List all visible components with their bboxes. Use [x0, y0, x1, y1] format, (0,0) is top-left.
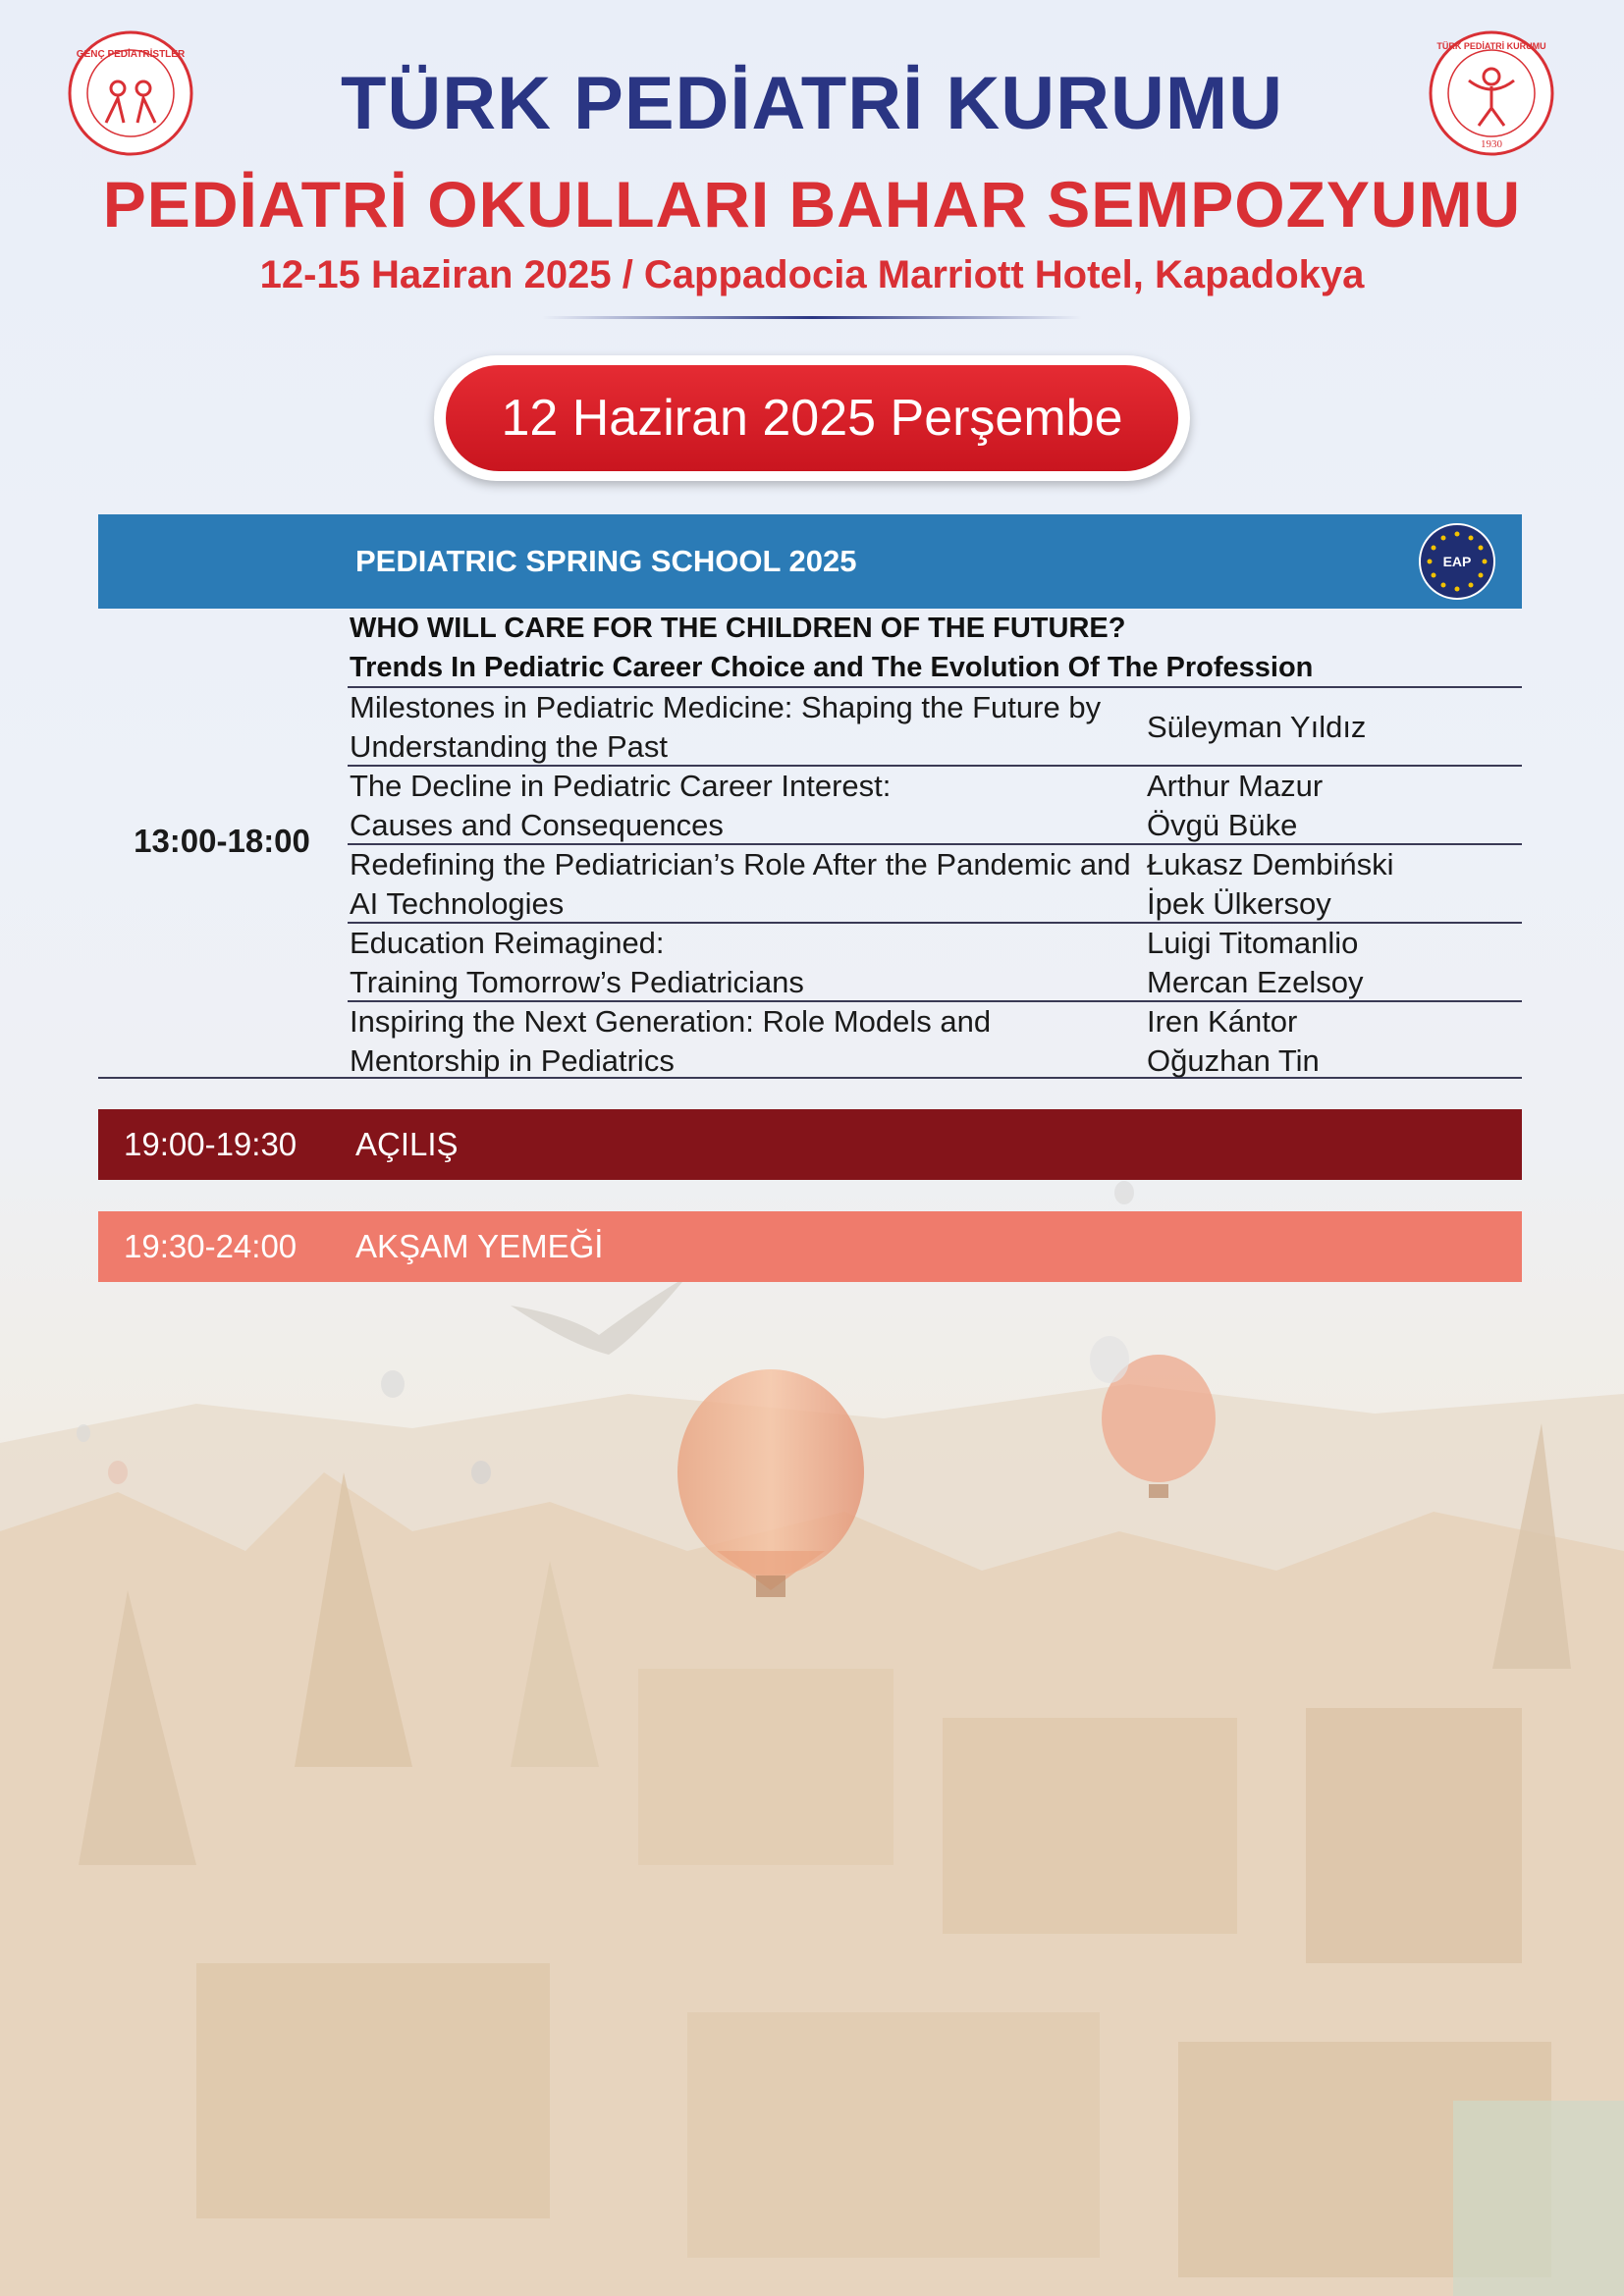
event-time: 19:30-24:00 [124, 1228, 298, 1264]
svg-text:GENÇ PEDİATRİSTLER: GENÇ PEDİATRİSTLER [76, 49, 186, 60]
event-time: 19:00-19:30 [124, 1126, 298, 1162]
table-row-title: Redefining the Pediatrician’s Role After the Pandemic and [350, 847, 1131, 881]
title-divider [542, 316, 1082, 319]
table-row-title: Milestones in Pediatric Medicine: Shaping the Future by [350, 690, 1102, 724]
table-row-title: Mentorship in Pediatrics [350, 1043, 675, 1078]
session-header-bar [98, 514, 1522, 609]
table-row-title: Understanding the Past [350, 729, 668, 764]
svg-text:1930: 1930 [1481, 138, 1502, 150]
table-row-title: The Decline in Pediatric Career Interest: [350, 769, 892, 803]
table-row-speaker: Övgü Büke [1147, 808, 1298, 842]
session-topic-line1: WHO WILL CARE FOR THE CHILDREN OF THE FUTURE? [350, 613, 1126, 644]
eap-logo-icon [1418, 522, 1496, 601]
table-row-title: Causes and Consequences [350, 808, 724, 842]
session-header-label: PEDIATRIC SPRING SCHOOL 2025 [355, 544, 857, 578]
event-name: AÇILIŞ [355, 1126, 459, 1162]
event-name: AKŞAM YEMEĞİ [355, 1228, 604, 1264]
event-bar-aksam-yemegi [98, 1211, 1522, 1282]
date-pill: 12 Haziran 2025 Perşembe [446, 365, 1178, 471]
table-row-speaker: Oğuzhan Tin [1147, 1043, 1320, 1078]
session-topic-line2: Trends In Pediatric Career Choice and The Evolution Of The Profession [350, 652, 1314, 683]
table-row-speaker: Iren Kántor [1147, 1004, 1298, 1039]
event-title: PEDİATRİ OKULLARI BAHAR SEMPOZYUMU [102, 168, 1522, 240]
table-row-speaker: Arthur Mazur [1147, 769, 1324, 803]
table-row-title: Education Reimagined: [350, 926, 665, 960]
table-row-title: AI Technologies [350, 886, 565, 921]
session-time: 13:00-18:00 [134, 823, 310, 859]
table-row-title: Inspiring the Next Generation: Role Models and [350, 1004, 992, 1039]
svg-text:EAP: EAP [1442, 554, 1472, 569]
event-bar-acilis [98, 1109, 1522, 1180]
table-row-title: Training Tomorrow’s Pediatricians [350, 965, 804, 999]
table-row-speaker: Luigi Titomanlio [1147, 926, 1359, 960]
org-title: TÜRK PEDİATRİ KURUMU [340, 62, 1284, 145]
svg-text:TÜRK PEDİATRİ KURUMU: TÜRK PEDİATRİ KURUMU [1436, 41, 1546, 51]
event-subtitle: 12-15 Haziran 2025 / Cappadocia Marriott Hotel, Kapadokya [259, 253, 1365, 296]
table-row-speaker: Łukasz Dembiński [1147, 847, 1394, 881]
table-row-speaker: Süleyman Yıldız [1147, 710, 1367, 744]
table-row-speaker: Mercan Ezelsoy [1147, 965, 1364, 999]
table-row-speaker: İpek Ülkersoy [1147, 886, 1331, 921]
